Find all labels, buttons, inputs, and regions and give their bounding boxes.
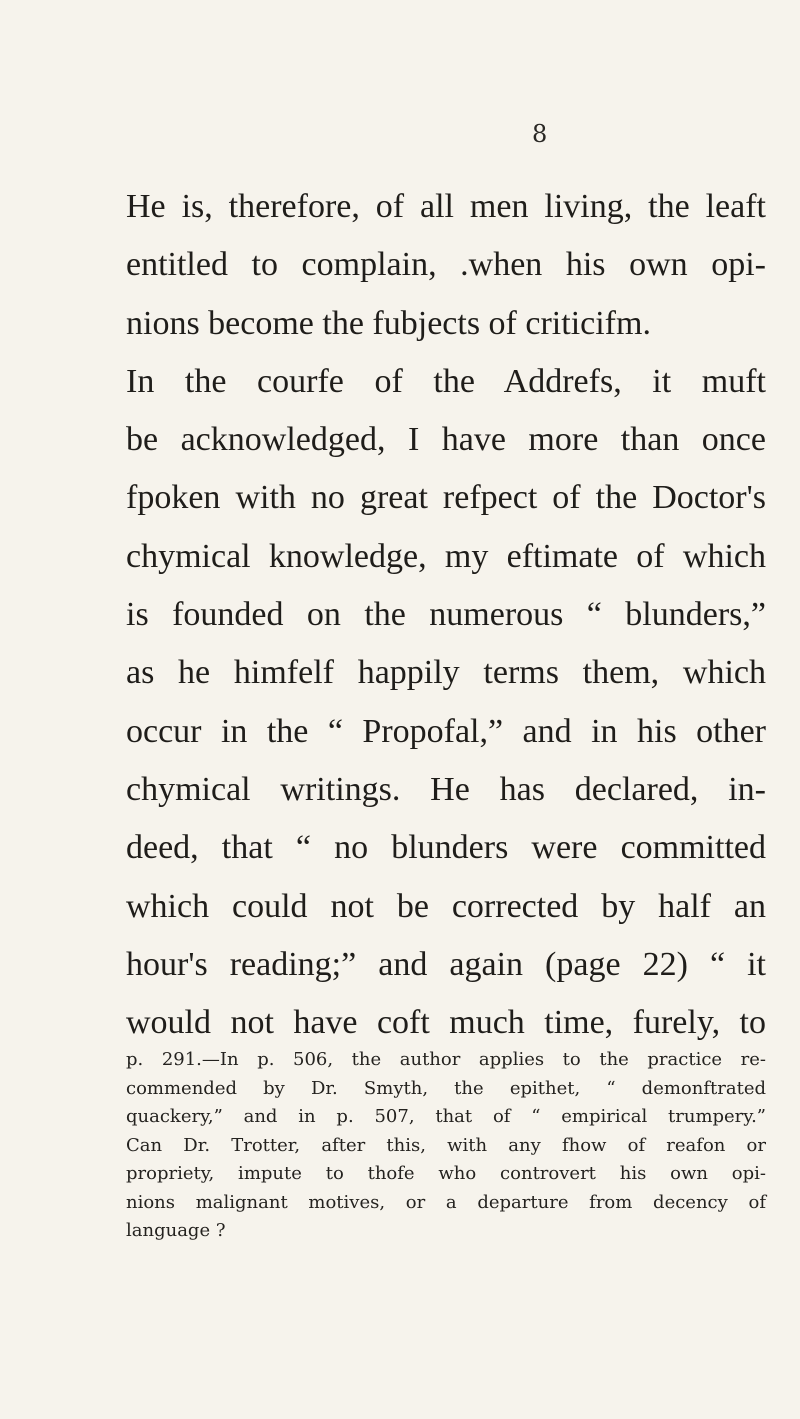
body-line: nions become the fubjects of criticifm. xyxy=(126,304,651,342)
body-line: entitled to complain, .when his own opi- xyxy=(126,246,766,284)
footnote-line: quackery,” and in p. 507, that of “ empirical trumpery.” xyxy=(126,1106,766,1127)
body-line: fpoken with no great refpect of the Doctor's xyxy=(126,479,766,517)
body-line: which could not be corrected by half an xyxy=(126,887,766,925)
body-line: In the courfe of the Addrefs, it muft xyxy=(126,362,766,400)
body-line: occur in the “ Propofal,” and in his other xyxy=(126,712,766,750)
body-line: chymical knowledge, my eftimate of which xyxy=(126,537,766,575)
body-line: hour's reading;” and again (page 22) “ it xyxy=(126,945,766,983)
footnote-line: commended by Dr. Smyth, the epithet, “ demonftrated xyxy=(126,1077,766,1099)
body-line: chymical writings. He has declared, in- xyxy=(126,770,766,808)
body-line: is founded on the numerous “ blunders,” xyxy=(126,596,766,634)
footnote-line: language ? xyxy=(126,1220,226,1241)
body-line: be acknowledged, I have more than once xyxy=(126,421,766,459)
footnote-line: Can Dr. Trotter, after this, with any fhow of reafon or xyxy=(126,1134,766,1156)
footnote-line: propriety, impute to thofe who controvert his own opi- xyxy=(126,1163,766,1184)
body-line: as he himfelf happily terms them, which xyxy=(126,654,766,692)
body-line: He is, therefore, of all men living, the leaft xyxy=(126,188,766,225)
body-line: deed, that “ no blunders were committed xyxy=(126,829,766,867)
body-text xyxy=(126,178,766,1052)
body-line: would not have coft much time, furely, to xyxy=(126,1004,766,1042)
page-number: 8 xyxy=(532,120,548,148)
footnote-line: p. 291.—In p. 506, the author applies to the practice re- xyxy=(126,1049,766,1070)
footnote-line: nions malignant motives, or a departure from decency of xyxy=(126,1191,766,1213)
footnote xyxy=(126,1046,766,1246)
